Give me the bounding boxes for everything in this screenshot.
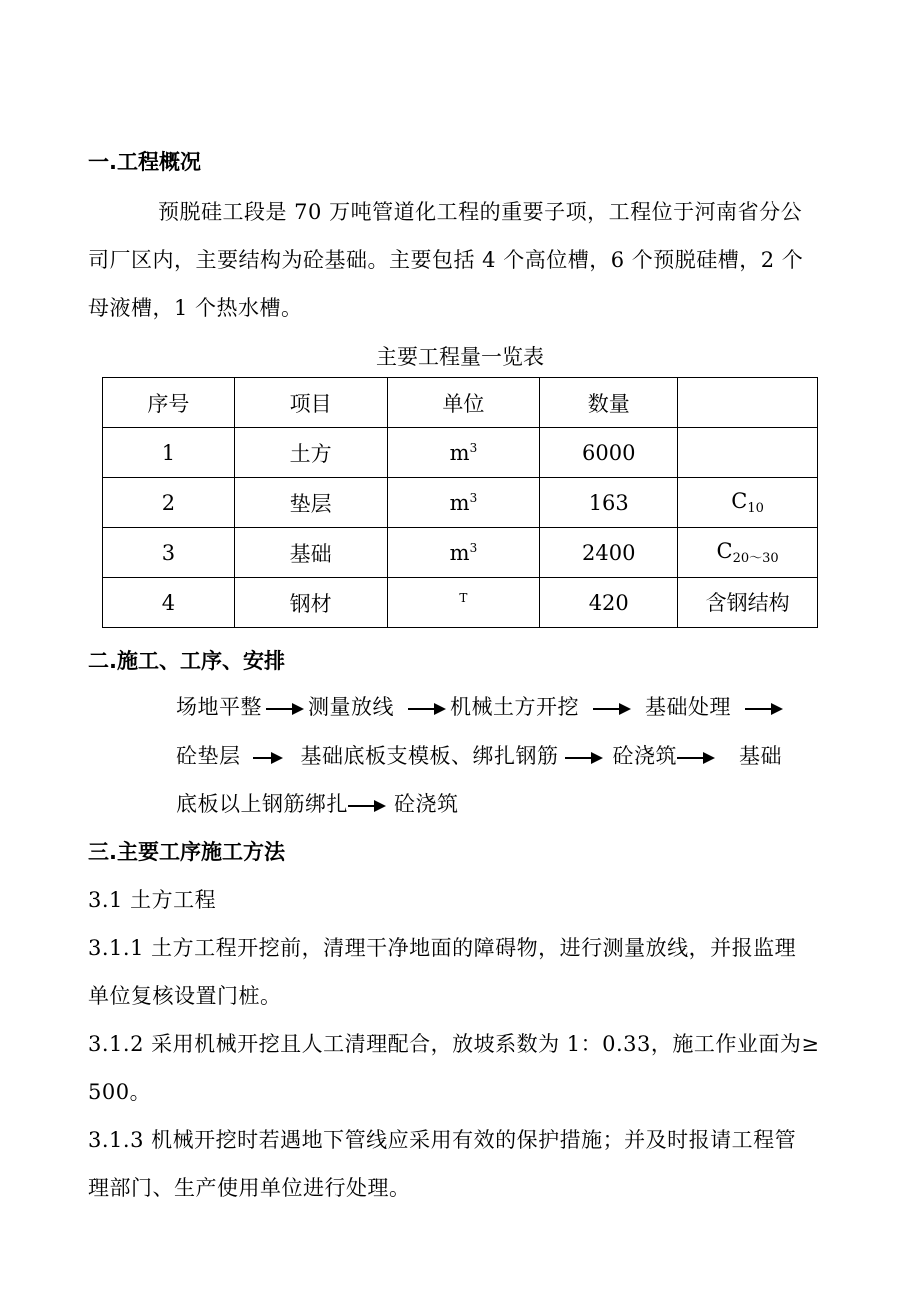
flow-step: 场地平整	[176, 695, 262, 719]
header-unit: 单位	[387, 378, 540, 428]
arrow-right-icon	[408, 702, 446, 716]
flow-step: 机械土方开挖	[450, 695, 579, 719]
cell-qty: 420	[540, 578, 678, 628]
cell-qty: 6000	[540, 428, 678, 478]
cell-note: $C_{20\sim 30}$	[678, 528, 818, 578]
header-note	[678, 378, 818, 428]
flow-step: 砼垫层	[176, 744, 241, 768]
table-header-row	[103, 378, 818, 428]
cell-unit: $m^3$	[387, 478, 540, 528]
para-3-1-3-line-2: 理部门、生产使用单位进行处理。	[88, 1176, 411, 1200]
cell-item: 垫层	[234, 478, 387, 528]
overview-line-1: 预脱硅工段是 70 万吨管道化工程的重要子项，工程位于河南省分公	[158, 200, 803, 224]
cell-unit: T	[387, 578, 540, 628]
section-heading-overview: 一.工程概况	[88, 150, 201, 174]
cell-note: 含钢结构	[678, 578, 818, 628]
flow-step: 砼浇筑	[394, 792, 459, 816]
table-row	[103, 528, 818, 578]
flow-line-1	[176, 691, 787, 721]
arrow-right-icon	[593, 702, 631, 716]
quantity-table	[102, 377, 818, 628]
cell-item: 钢材	[234, 578, 387, 628]
section-heading-arrangement: 二.施工、工序、安排	[88, 649, 285, 673]
flow-step: 测量放线	[308, 695, 394, 719]
table-row	[103, 578, 818, 628]
para-3-1-1-line-1: 3.1.1 土方工程开挖前，清理干净地面的障碍物，进行测量放线，并报监理	[88, 936, 797, 960]
arrow-right-icon	[266, 702, 304, 716]
cell-no: 3	[103, 528, 235, 578]
arrow-right-icon	[348, 799, 386, 813]
flow-step: 基础	[739, 744, 782, 768]
overview-line-2: 司厂区内，主要结构为砼基础。主要包括 4 个高位槽，6 个预脱硅槽，2 个	[88, 248, 804, 272]
para-3-1-2-line-2: 500。	[88, 1080, 152, 1104]
table-caption: 主要工程量一览表	[376, 345, 544, 369]
arrow-right-icon	[565, 751, 603, 765]
flow-step: 基础底板支模板、绑扎钢筋	[300, 744, 559, 768]
cell-no: 2	[103, 478, 235, 528]
section-heading-methods: 三.主要工序施工方法	[88, 840, 285, 864]
cell-item: 基础	[234, 528, 387, 578]
cell-unit: $m^3$	[387, 528, 540, 578]
arrow-right-icon	[677, 751, 715, 765]
header-qty: 数量	[540, 378, 678, 428]
table-row	[103, 478, 818, 528]
cell-no: 1	[103, 428, 235, 478]
cell-qty: 2400	[540, 528, 678, 578]
overview-line-3: 母液槽，1 个热水槽。	[88, 296, 303, 320]
flow-step: 砼浇筑	[612, 744, 677, 768]
arrow-right-icon	[745, 702, 783, 716]
cell-note: $C_{10}$	[678, 478, 818, 528]
cell-no: 4	[103, 578, 235, 628]
table-row	[103, 428, 818, 478]
flow-step: 底板以上钢筋绑扎	[176, 792, 348, 816]
header-no: 序号	[103, 378, 235, 428]
cell-note	[678, 428, 818, 478]
para-3-1-2-line-1: 3.1.2 采用机械开挖且人工清理配合，放坡系数为 1：0.33，施工作业面为≥	[88, 1032, 820, 1056]
flow-step: 基础处理	[645, 695, 731, 719]
cell-item: 土方	[234, 428, 387, 478]
para-3-1-3-line-1: 3.1.3 机械开挖时若遇地下管线应采用有效的保护措施；并及时报请工程管	[88, 1128, 797, 1152]
header-item: 项目	[234, 378, 387, 428]
cell-qty: 163	[540, 478, 678, 528]
flow-line-3	[176, 788, 459, 818]
subsection-earthwork: 3.1 土方工程	[88, 888, 217, 912]
para-3-1-1-line-2: 单位复核设置门桩。	[88, 984, 282, 1008]
cell-unit: $m^3$	[387, 428, 540, 478]
arrow-right-icon	[253, 751, 283, 765]
flow-line-2	[176, 740, 782, 770]
